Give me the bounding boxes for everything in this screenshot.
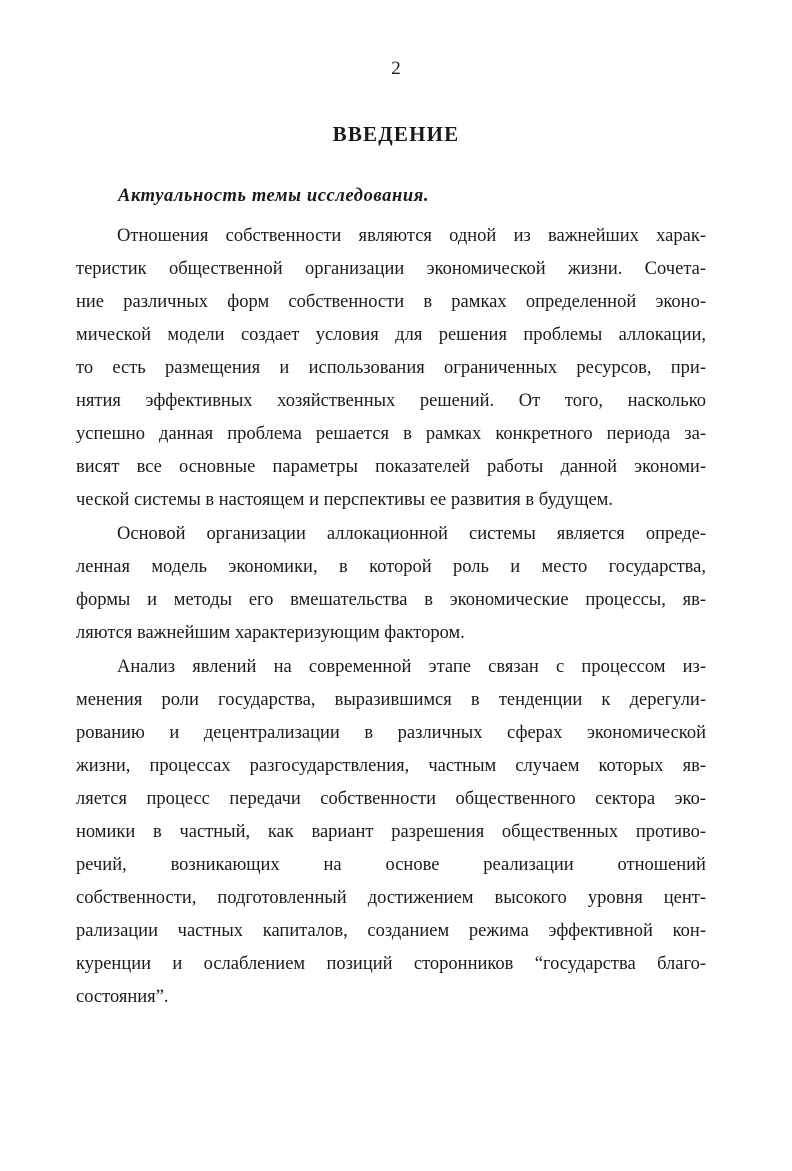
paragraph-line: ляется процесс передачи собственности общественного сектора эко- <box>76 789 706 809</box>
spread-word: возникающих <box>170 855 280 875</box>
paragraph-line: жизни, процессах разгосударствления, частным случаем которых яв- <box>76 756 706 776</box>
paragraph-line: ческой системы в настоящем и перспективы ее развития в будущем. <box>76 490 614 510</box>
paragraph-line: Отношения собственности являются одной из важнейших харак- <box>117 226 706 246</box>
spread-word: речий, <box>76 855 127 875</box>
paragraph-line-spread <box>76 849 706 882</box>
page-number: 2 <box>391 58 401 79</box>
spread-word: реализации <box>483 855 574 875</box>
section-subtitle: Актуальность темы исследования. <box>118 186 430 206</box>
paragraph-line: ленная модель экономики, в которой роль и место государства, <box>76 557 706 577</box>
paragraph-line: собственности, подготовленный достижением высокого уровня цент- <box>76 888 706 908</box>
paragraph-3 <box>76 651 706 1014</box>
paragraph-line: рованию и децентрализации в различных сферах экономической <box>76 723 706 743</box>
paragraph-line: Основой организации аллокационной системы является опреде- <box>117 524 706 544</box>
paragraph-line: ляются важнейшим характеризующим фактором. <box>76 623 465 643</box>
paragraph-line: ние различных форм собственности в рамках определенной эконо- <box>76 292 706 312</box>
paragraph-line: номики в частный, как вариант разрешения общественных противо- <box>76 822 706 842</box>
spread-word: основе <box>385 855 440 875</box>
paragraph-2 <box>76 518 706 650</box>
paragraph-line: то есть размещения и использования ограниченных ресурсов, при- <box>76 358 706 378</box>
paragraph-line: Анализ явлений на современной этапе связан с процессом из- <box>117 657 706 677</box>
page-title: ВВЕДЕНИЕ <box>332 122 460 146</box>
paragraph-line: формы и методы его вмешательства в экономические процессы, яв- <box>76 590 706 610</box>
spread-word: на <box>323 855 342 875</box>
paragraph-line: состояния”. <box>76 987 169 1007</box>
paragraph-line: менения роли государства, выразившимся в тенденции к дерегули- <box>76 690 706 710</box>
paragraph-line: нятия эффективных хозяйственных решений. От того, насколько <box>76 391 706 411</box>
paragraph-line: теристик общественной организации экономической жизни. Сочета- <box>76 259 706 279</box>
paragraph-line: успешно данная проблема решается в рамках конкретного периода за- <box>76 424 706 444</box>
paragraph-line: куренции и ослаблением позиций сторонников “государства благо- <box>76 954 706 974</box>
paragraph-line: висят все основные параметры показателей работы данной экономи- <box>76 457 706 477</box>
paragraph-line: мической модели создает условия для решения проблемы аллокации, <box>76 325 706 345</box>
paragraph-line: рализации частных капиталов, созданием режима эффективной кон- <box>76 921 706 941</box>
spread-word: отношений <box>617 855 706 875</box>
paragraph-1 <box>76 220 706 517</box>
